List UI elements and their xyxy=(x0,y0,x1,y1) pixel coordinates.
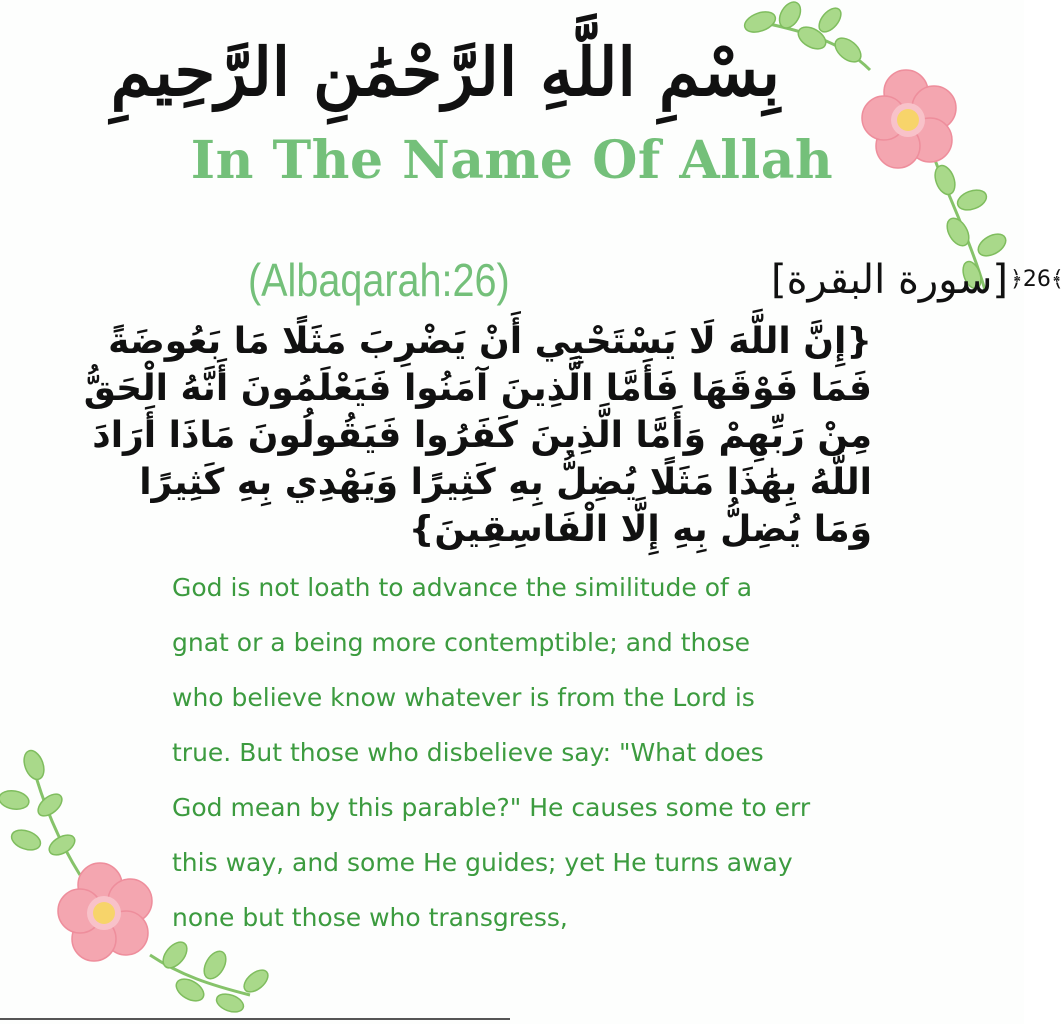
translation-line: God is not loath to advance the similitude of a xyxy=(172,573,753,602)
arabic-verse-line: اللَّهُ بِهَٰذَا مَثَلًا يُضِلُّ بِهِ كَثِيرًا وَيَهْدِي بِهِ كَثِيرًا xyxy=(139,462,872,503)
bottom-divider xyxy=(0,1018,510,1020)
arabic-verse-line: {إِنَّ اللَّهَ لَا يَسْتَحْيِي أَنْ يَضْرِبَ مَثَلًا مَا بَعُوضَةً xyxy=(108,321,872,362)
arabic-verse-line: وَمَا يُضِلُّ بِهِ إِلَّا الْفَاسِقِينَ} xyxy=(408,509,872,550)
translation-line: true. But those who disbelieve say: "What does xyxy=(172,738,764,767)
reference-surah-arabic: [سورة البقرة] xyxy=(770,257,1008,303)
arabic-verse-line: مِنْ رَبِّهِمْ وَأَمَّا الَّذِينَ كَفَرُوا فَيَقُولُونَ مَاذَا أَرَادَ xyxy=(92,415,872,456)
translation-line: this way, and some He guides; yet He turns away xyxy=(172,848,793,877)
bismillah-calligraphy: بِسْمِ اللَّهِ الرَّحْمَٰنِ الرَّحِيمِ xyxy=(110,33,780,111)
reference-latin: (Albaqarah:26) xyxy=(248,254,510,306)
ayah-number-marker: ﴿26﴾ xyxy=(1010,267,1064,292)
translation-line: gnat or a being more contemptible; and those xyxy=(172,628,751,657)
arabic-verse xyxy=(83,318,872,553)
page-title: In The Name Of Allah xyxy=(190,130,834,191)
verse-reference xyxy=(248,244,1064,316)
translation-line: God mean by this parable?" He causes some to err xyxy=(172,793,811,822)
english-translation xyxy=(172,560,872,945)
arabic-verse-line: فَمَا فَوْقَهَا فَأَمَّا الَّذِينَ آمَنُوا فَيَعْلَمُونَ أَنَّهُ الْحَقُّ xyxy=(83,368,872,409)
translation-line: none but those who transgress, xyxy=(172,903,568,932)
translation-line: who believe know whatever is from the Lord is xyxy=(172,683,755,712)
